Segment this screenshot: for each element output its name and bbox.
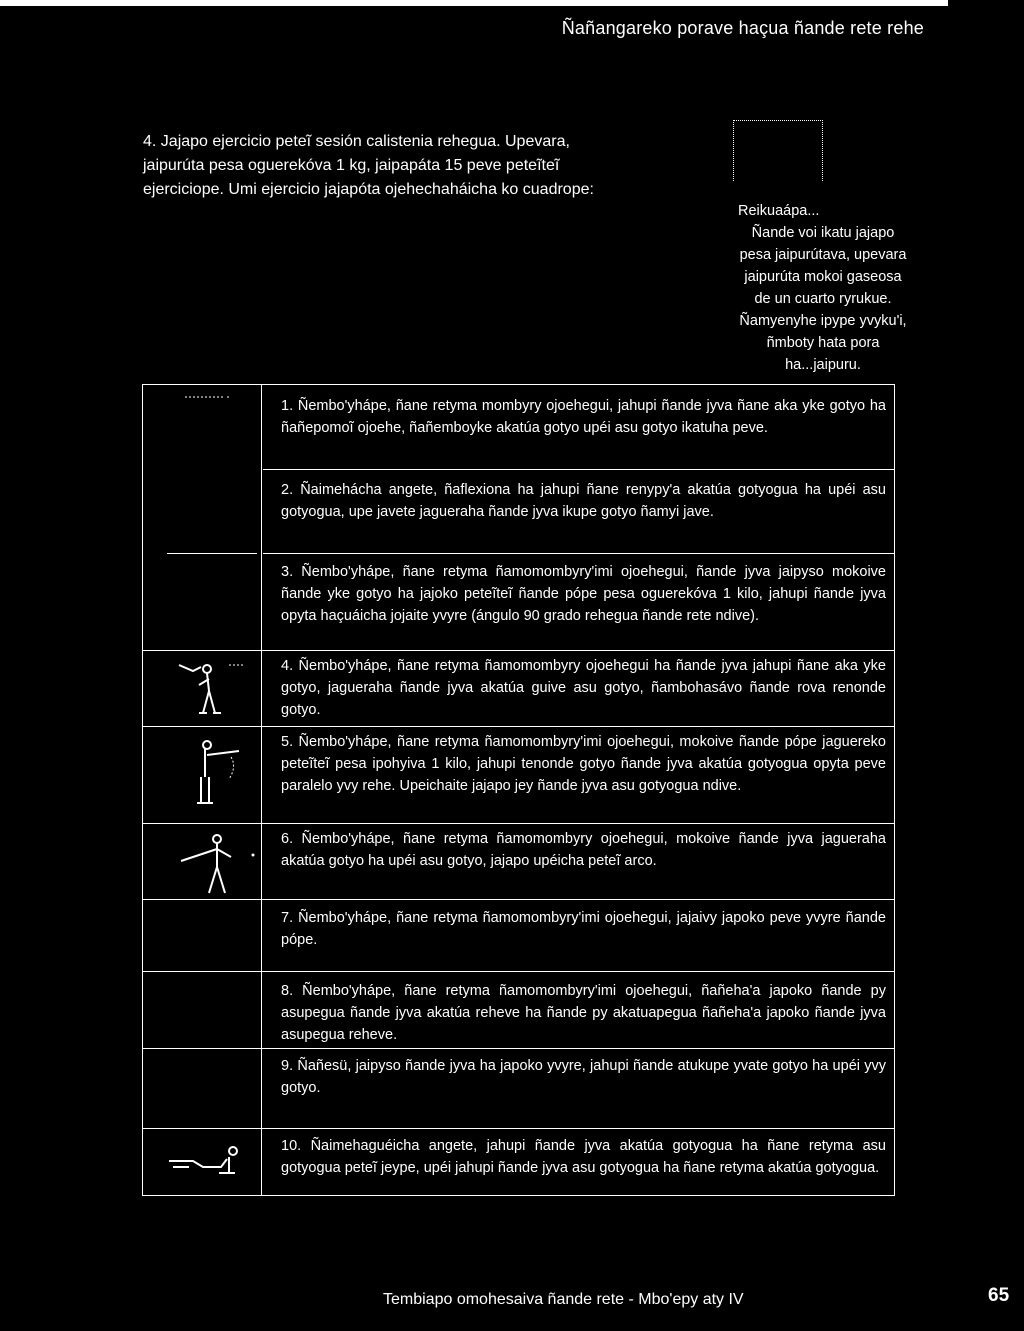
row-divider xyxy=(143,1128,894,1129)
exercise-text: 2. Ñaimehácha angete, ñaflexiona ha jahupi ñane renypy'a akatúa gotyogua ha upéi asu gotyogua, upe javete jagueraha ñande jyva ikupe gotyo ñamyi jave. xyxy=(281,482,886,520)
exercise-row xyxy=(263,731,894,797)
exercise-text: 5. Ñembo'yhápe, ñane retyma ñamomombyry'imi ojoehegui, mokoive ñande póре jaguereko peteĩteĩ pesa ipohyiva 1 kilo, jahupi tenonde gotyo ñande jyva akatúa gotyogua opyta peve paralelo yvy rehe. Upeichaite jajapo jey ñande jyva asu gotyogua ndive. xyxy=(281,734,886,794)
exercise-text: 4. Ñembo'yhápe, ñane retyma ñamomombyry ojoehegui ha ñande jyva jahupi ñane aka yke gotyo, jagueraha ñande jyva akatúa guive asu gotyo, ñambohasávo ñande rova renonde gotyo. xyxy=(281,658,886,718)
exercise-row xyxy=(263,655,894,721)
row-divider xyxy=(143,1048,894,1049)
exercise-text: 9. Ñañesü, jaipyso ñande jyva ha japoko yvyre, jahupi ñande atukupe yvate gotyo ha upéi yvy gotyo. xyxy=(281,1058,886,1096)
row-divider xyxy=(143,726,894,727)
column-divider xyxy=(261,385,262,1195)
exercise-table xyxy=(142,384,895,1196)
exercise-row xyxy=(263,479,894,523)
exercise-figure-4-icon xyxy=(171,657,261,719)
exercise-row xyxy=(263,561,894,627)
page-header-title: Ñañangareko porave haçua ñande rete rehe xyxy=(561,18,924,38)
row-divider xyxy=(167,553,257,554)
exercise-row xyxy=(263,980,894,1046)
exercise-row xyxy=(263,1055,894,1099)
exercise-text: 1. Ñembo'yhápe, ñane retyma mombyry ojoehegui, jahupi ñande jyva ñane aka yke gotyo ha ñañepomoĩ ojoehe, ñañemboyke akatúa gotyo upéi asu gotyo ikatuha peve. xyxy=(281,398,886,436)
exercise-text: 3. Ñembo'yhápe, ñane retyma ñamomombyry'imi ojoehegui, ñande jyva jaipyso mokoive ñande yke gotyo ha jajoko peteĩteĩ ñande pópe pesa oguerekóva 1 kilo, jahupi ñande jyva opyta haçuáicha jojaite yvyre (ángulo 90 grado rehegua ñande rete ndive). xyxy=(281,564,886,624)
exercise-row xyxy=(263,395,894,439)
reminder-box xyxy=(738,200,908,376)
exercise-text: 6. Ñembo'yhápe, ñane retyma ñamomombyry ojoehegui, mokoive ñande jyva jagueraha akatúa gotyo ha upéi asu gotyo, jajapo upéicha peteĩ arco. xyxy=(281,831,886,869)
exercise-figure-6-icon xyxy=(171,831,261,901)
intro-paragraph: 4. Jajapo ejercicio peteĩ sesión calistenia rehegua. Upevara, jaipurúta pesa oguerekóva 1 kg, jaipapáta 15 peve peteĩteĩ ejerciciope. Umi ejercicio jajapóta ojehechaháicha ko cuadrope: xyxy=(143,133,594,198)
reminder-body: Ñande voi ikatu jajapo pesa jaipurútava, upevara jaipurúta mokoi gaseosa de un cuarto ryrukue. Ñamyenyhe ipype yvyku'i, ñmboty hata pora ha...jaipuru. xyxy=(739,225,907,373)
exercise-row xyxy=(263,907,894,951)
exercise-text: 10. Ñaimehaguéicha angete, jahupi ñande jyva akatúa gotyogua ha ñane retyma asu gotyogua peteĩ jeype, upéi jahupi ñande jyva asu gotyogua ha ñane retyma akatúa gotyogua. xyxy=(281,1138,886,1176)
exercise-figure-10-icon xyxy=(163,1143,253,1183)
row-divider xyxy=(143,650,894,651)
note-box-frame xyxy=(733,120,823,181)
row-divider xyxy=(263,553,894,554)
page-number: 65 xyxy=(988,1285,1010,1306)
exercise-row xyxy=(263,828,894,872)
exercise-figure-5-icon xyxy=(171,737,261,807)
footer-text: Tembiapo omohesaiva ñande rete - Mbo'epy aty IV xyxy=(383,1291,744,1308)
top-rule xyxy=(0,0,948,6)
row-divider xyxy=(263,469,894,470)
exercise-text: 7. Ñembo'yhápe, ñane retyma ñamomombyry'imi ojoehegui, jajaivy japoko peve yvyre ñande pópe. xyxy=(281,910,886,948)
dotted-motion-icon xyxy=(183,391,243,403)
exercise-row xyxy=(263,1135,894,1179)
exercise-text: 8. Ñembo'yhápe, ñane retyma ñamomombyry'imi ojoehegui, ñañeha'a japoko ñande py asupegua ñande jyva akatúa reheve ha ñande py akatuapegua ñañeha'a japoko ñande jyva asupegua reheve. xyxy=(281,983,886,1043)
row-divider xyxy=(143,823,894,824)
reminder-title: Reikuaápa... xyxy=(738,203,820,219)
row-divider xyxy=(143,971,894,972)
